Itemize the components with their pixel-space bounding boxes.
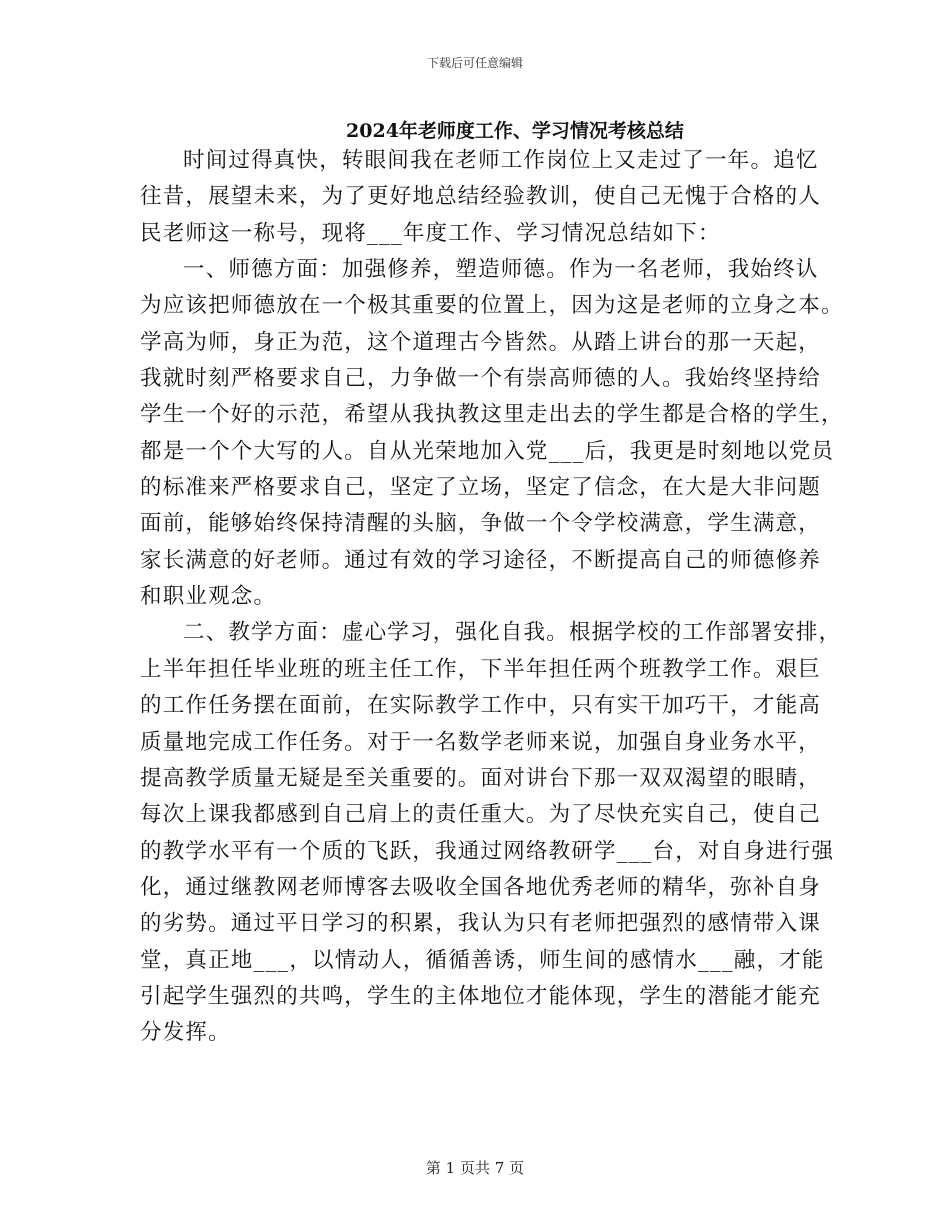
- text-line: 学高为师，身正为范，这个道理古今皆然。从踏上讲台的那一天起，: [140, 329, 822, 355]
- text-line: 都是一个个大写的人。自从光荣地加入党___后，我更是时刻地以党员: [140, 438, 835, 464]
- text-line: 学生一个好的示范，希望从我执教这里走出去的学生都是合格的学生，: [140, 402, 844, 428]
- text-line: 往昔，展望未来，为了更好地总结经验教训，使自己无愧于合格的人: [140, 184, 822, 210]
- text-line: 为应该把师德放在一个极其重要的位置上，因为这是老师的立身之本。: [140, 293, 844, 319]
- page-number: 第 1 页共 7 页: [425, 1159, 525, 1177]
- text-line: 民老师这一称号，现将___年度工作、学习情况总结如下：: [140, 220, 721, 246]
- document-body: [140, 143, 844, 1052]
- text-line: 的标准来严格要求自己，坚定了立场，坚定了信念，在大是大非问题: [140, 475, 822, 501]
- text-line: 家长满意的好老师。通过有效的学习途径，不断提高自己的师德修养: [140, 547, 822, 573]
- text-line: 提高教学质量无疑是至关重要的。面对讲台下那一双双渴望的眼睛，: [140, 765, 822, 791]
- text-line: 一、师德方面：加强修养，塑造师德。作为一名老师，我始终认: [183, 257, 819, 283]
- text-line: 的工作任务摆在面前，在实际教学工作中，只有实干加巧干，才能高: [140, 693, 822, 719]
- text-line: 每次上课我都感到自己肩上的责任重大。为了尽快充实自己，使自己: [140, 802, 822, 828]
- text-line: 二、教学方面：虚心学习，强化自我。根据学校的工作部署安排，: [183, 620, 842, 646]
- text-line: 引起学生强烈的共鸣，学生的主体地位才能体现，学生的潜能才能充: [140, 983, 822, 1009]
- document-title: 2024年老师度工作、学习情况考核总结: [346, 120, 684, 142]
- text-line: 的教学水平有一个质的飞跃，我通过网络教研学___台，对自身进行强: [140, 838, 835, 864]
- text-line: 上半年担任毕业班的班主任工作，下半年担任两个班教学工作。艰巨: [140, 656, 822, 682]
- text-line: 面前，能够始终保持清醒的头脑，争做一个令学校满意，学生满意，: [140, 511, 822, 537]
- text-line: 的劣势。通过平日学习的积累，我认为只有老师把强烈的感情带入课: [140, 911, 822, 937]
- text-line: 化，通过继教网老师博客去吸收全国各地优秀老师的精华，弥补自身: [140, 874, 822, 900]
- text-line: 和职业观念。: [140, 584, 277, 610]
- text-line: 我就时刻严格要求自己，力争做一个有崇高师德的人。我始终坚持给: [140, 366, 822, 392]
- text-line: 质量地完成工作任务。对于一名数学老师来说，加强自身业务水平，: [140, 729, 822, 755]
- text-line: 分发挥。: [140, 1020, 231, 1046]
- text-line: 堂，真正地___，以情动人，循循善诱，师生间的感情水___融，才能: [140, 947, 825, 973]
- header-note: 下载后可任意编辑: [426, 56, 523, 70]
- text-line: 时间过得真快，转眼间我在老师工作岗位上又走过了一年。追忆: [183, 148, 819, 173]
